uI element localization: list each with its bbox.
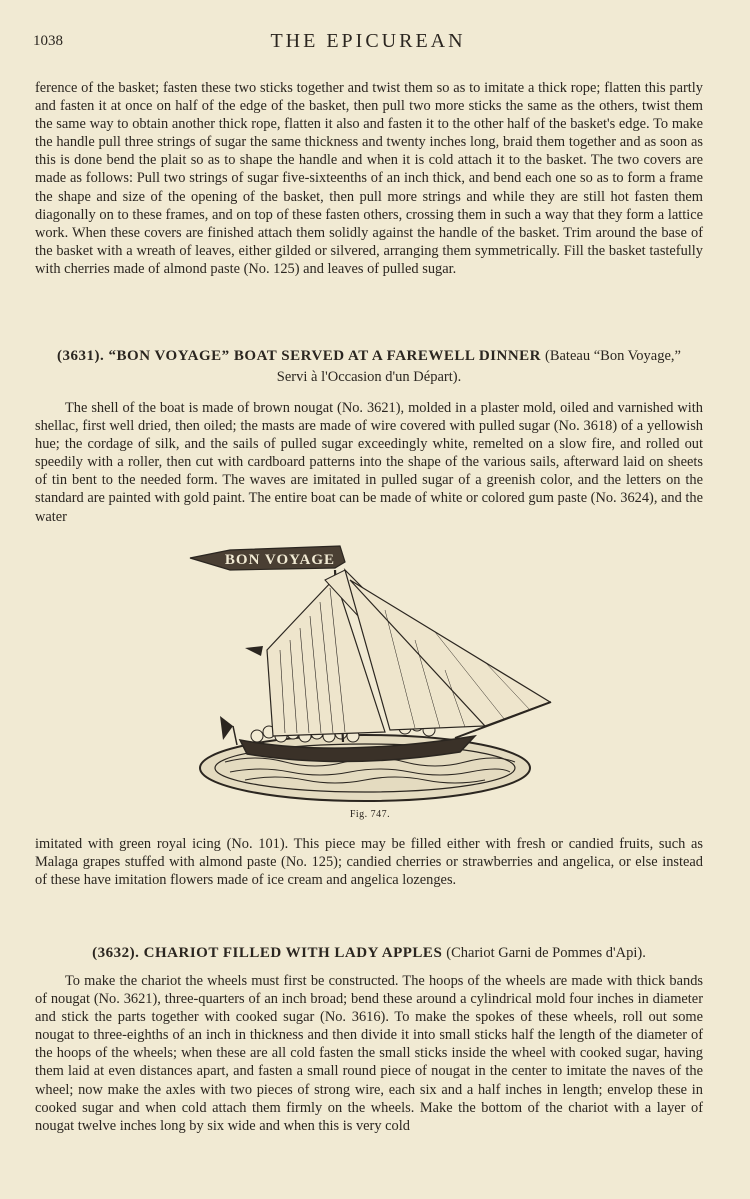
section-3632-paragraph: To make the chariot the wheels must first be constructed. The hoops of the wheels are made with thick bands of nougat (No. 3621), three-quarters of an inch broad; bend these around a cylindrical mold four inches in diameter and stick the parts together with cooked sugar (No. 3616). To make the spokes of these wheels, roll out some nougat to three-eighths of an inch in thickness and then divide it into small sticks half the length of the diameter of the hoops of the wheels; when these are all cold fasten the small sticks inside the wheel with cooked sugar, having them laid at even distances apart, and fasten a small round piece of nougat in the center to imitate the naves of the wheel; now make the axles with two pieces of strong wire, each six and a half inches in length; envelop these in cooked sugar and when cold attach them firmly on the wheels. Make the bottom of the chariot with a layer of nougat twelve inches long by six wide and when this is very cold [35, 973, 703, 1134]
section-3631-paragraph-continued: imitated with green royal icing (No. 101). This piece may be filled either with fresh or candied fruits, such as Malaga grapes stuffed with almond paste (No. 125); candied cherries or strawberries and angelica, or else instead of these have imitation flowers made of ice cream and angelica lozenges. [35, 836, 703, 889]
running-title: THE EPICUREAN [270, 30, 466, 52]
figure-caption: Fig. 747. [349, 809, 391, 820]
section-3632-title: (3632). CHARIOT FILLED WITH LADY APPLES [92, 945, 443, 961]
section-3631-french-title-1: (Bateau “Bon Voyage,” [545, 348, 681, 364]
stern-flag [220, 716, 233, 740]
section-3632-french-title: (Chariot Garni de Pommes d'Api). [446, 945, 646, 961]
section-3631-heading [35, 347, 703, 386]
section-3631-title: (3631). “BON VOYAGE” BOAT SERVED AT A FAREWELL DINNER [57, 348, 541, 364]
figure-bon-voyage-boat [185, 540, 555, 820]
boat-illustration [185, 540, 555, 805]
section-3631-paragraph: The shell of the boat is made of brown nougat (No. 3621), molded in a plaster mold, oiled and varnished with shellac, first well dried, then oiled; the masts are made of wire covered with pulled sugar (No. 3618) of a yellowish hue; the cordage of silk, and the sails of pulled sugar exceedingly white, remelted on a slow fire, and rolled out speedily with a roller, then cut with cardboard patterns into the shape of the various sails, afterward laid on sheets of tin bent to the needed form. The waves are imitated in pulled sugar of a greenish color, and the letters on the standard are painted with gold paint. The entire boat can be made of white or colored gum paste (No. 3624), and the water [35, 400, 703, 525]
banner-text: BON VOYAGE [224, 552, 336, 568]
paragraph-basket-continued: ference of the basket; fasten these two sticks together and twist them so as to imitate a thick rope; flatten this partly and fasten it at once on half of the edge of the basket, then pull two more sticks the same as the others, twist them the same way to obtain another thick rope, flatten it also and fasten it to the other half of the basket's edge. To make the handle pull three strings of sugar the same thickness and twenty inches long, braid them together and as soon as this is done bend the plait so as to shape the handle and when it is cold attach it to the basket. The two covers are made as follows: Pull two strings of sugar five-sixteenths of an inch thick, and bend each one so as to form a frame the shape and size of the opening of the basket, then pull more strings and while they are still hot fasten them diagonally on to these frames, and on top of these fasten others, crossing them in such a way that they form a lattice work. When these covers are finished attach them solidly against the handle of the basket. Trim around the base of the basket with a wreath of leaves, either gilded or silvered, arranging them symmetrically. Fill the basket tastefully with cherries made of almond paste (No. 125) and leaves of pulled sugar. [35, 80, 703, 277]
page-number: 1038 [33, 33, 63, 49]
page-header [33, 30, 703, 54]
section-3632-heading [35, 944, 703, 962]
section-3631-french-title-2: Servi à l'Occasion d'un Départ). [276, 369, 462, 385]
